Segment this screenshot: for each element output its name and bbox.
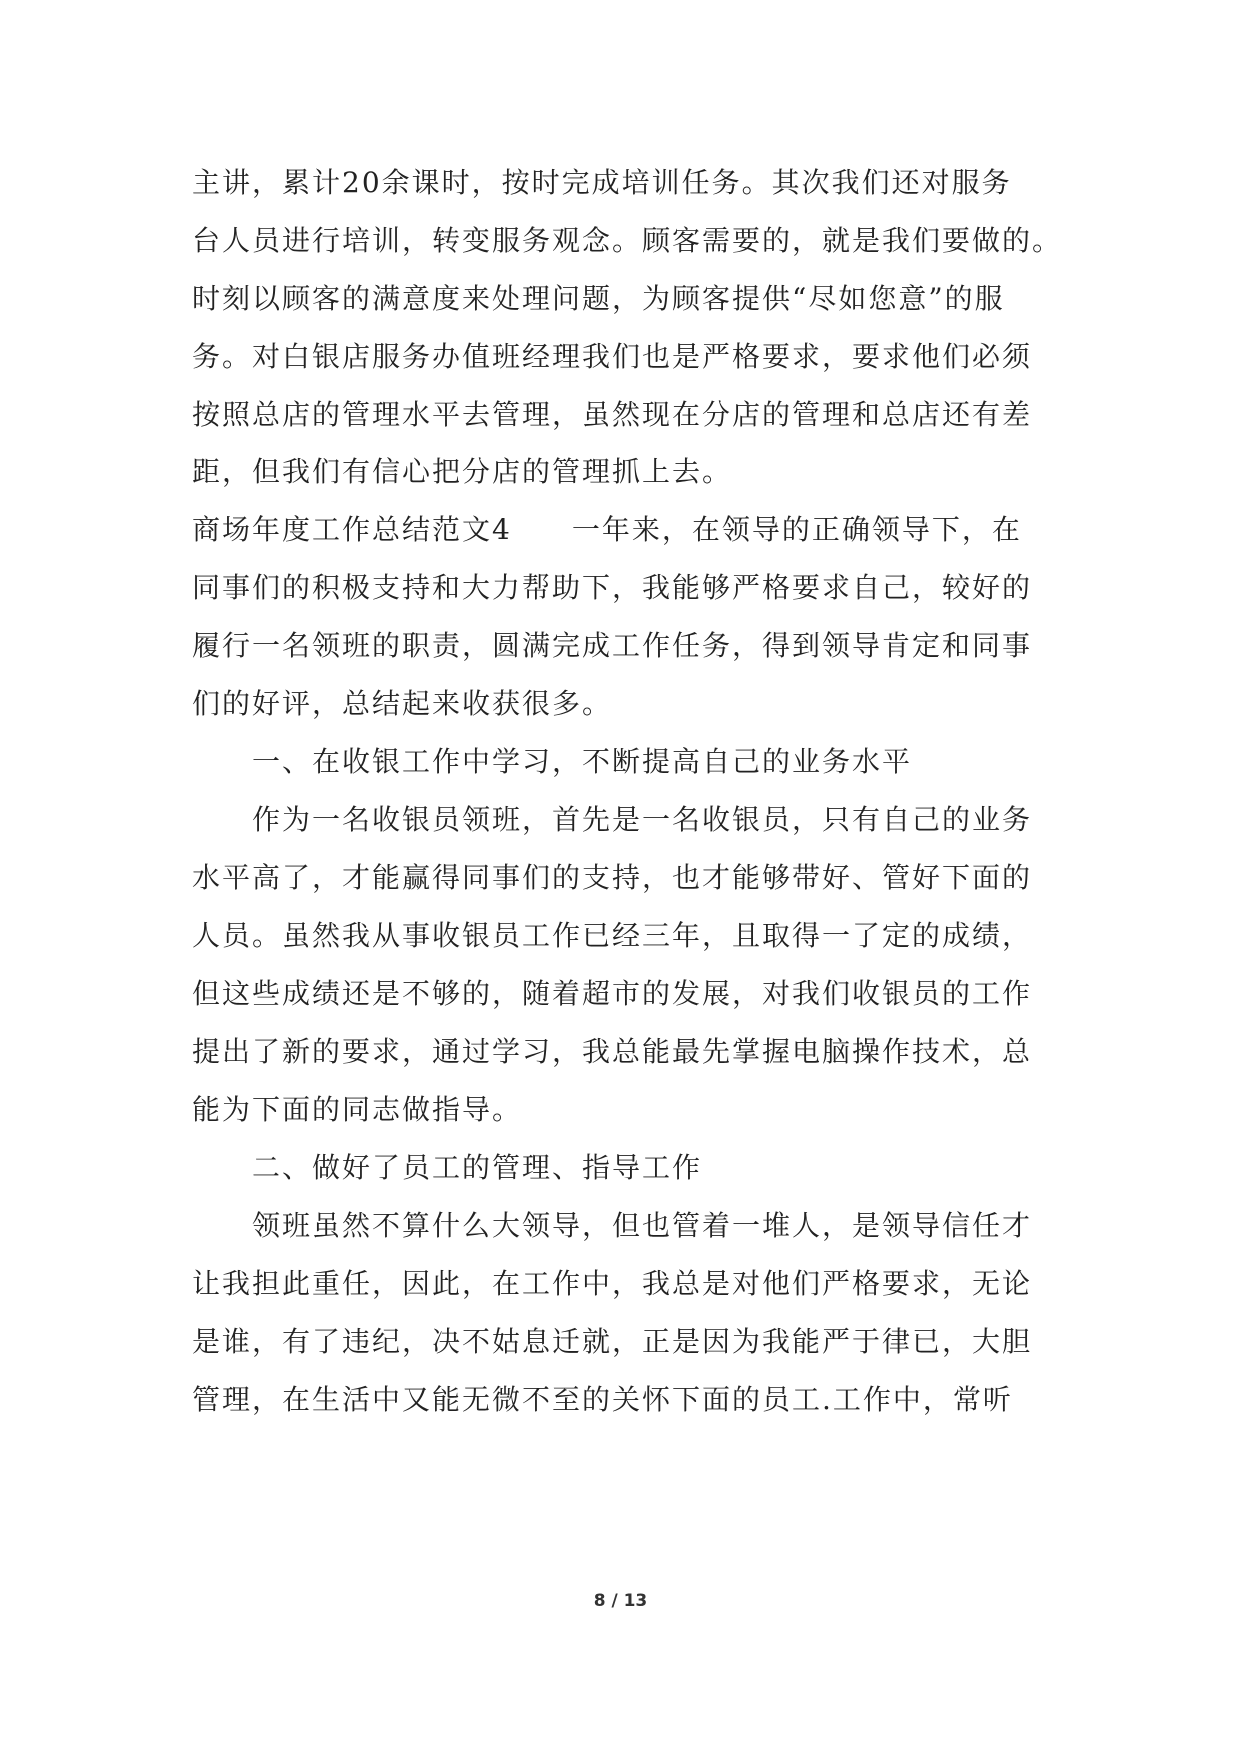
- text-line: 能为下面的同志做指导。: [192, 1093, 523, 1126]
- text-line: 距，但我们有信心把分店的管理抓上去。: [192, 455, 733, 488]
- text-line: 们的好评，总结起来收获很多。: [192, 687, 613, 720]
- text-line: 水平高了，才能赢得同事们的支持，也才能够带好、管好下面的: [192, 861, 1033, 894]
- text-line: 履行一名领班的职责，圆满完成工作任务，得到领导肯定和同事: [192, 629, 1033, 662]
- text-line: 作为一名收银员领班，首先是一名收银员，只有自己的业务: [252, 803, 1033, 836]
- text-line: 人员。虽然我从事收银员工作已经三年，且取得一了定的成绩，: [192, 919, 1033, 952]
- text-line: 让我担此重任，因此，在工作中，我总是对他们严格要求，无论: [192, 1267, 1033, 1300]
- text-line: 台人员进行培训，转变服务观念。顾客需要的，就是我们要做的。: [192, 224, 1063, 257]
- text-line: 是谁，有了违纪，决不姑息迁就，正是因为我能严于律已，大胆: [192, 1325, 1033, 1358]
- section-heading: 二、做好了员工的管理、指导工作: [252, 1151, 703, 1184]
- text-line: 同事们的积极支持和大力帮助下，我能够严格要求自己，较好的: [192, 571, 1033, 604]
- page-number: 8 / 13: [593, 1591, 648, 1611]
- text-line: 领班虽然不算什么大领导，但也管着一堆人，是领导信任才: [252, 1209, 1033, 1242]
- text-line: 提出了新的要求，通过学习，我总能最先掌握电脑操作技术，总: [192, 1035, 1033, 1068]
- text-line: 时刻以顾客的满意度来处理问题，为顾客提供“尽如您意”的服: [192, 282, 1005, 315]
- section-heading: 一、在收银工作中学习，不断提高自己的业务水平: [252, 745, 913, 778]
- text-line: 按照总店的管理水平去管理，虽然现在分店的管理和总店还有差: [192, 398, 1033, 431]
- text-line: 但这些成绩还是不够的，随着超市的发展，对我们收银员的工作: [192, 977, 1033, 1010]
- text-line: 主讲，累计20余课时，按时完成培训任务。其次我们还对服务: [192, 166, 1012, 199]
- text-line: 务。对白银店服务办值班经理我们也是严格要求，要求他们必须: [192, 340, 1033, 373]
- text-line: 管理，在生活中又能无微不至的关怀下面的员工.工作中，常听: [192, 1383, 1013, 1416]
- section-title-line: 商场年度工作总结范文4 一年来，在领导的正确领导下，在: [192, 513, 1022, 546]
